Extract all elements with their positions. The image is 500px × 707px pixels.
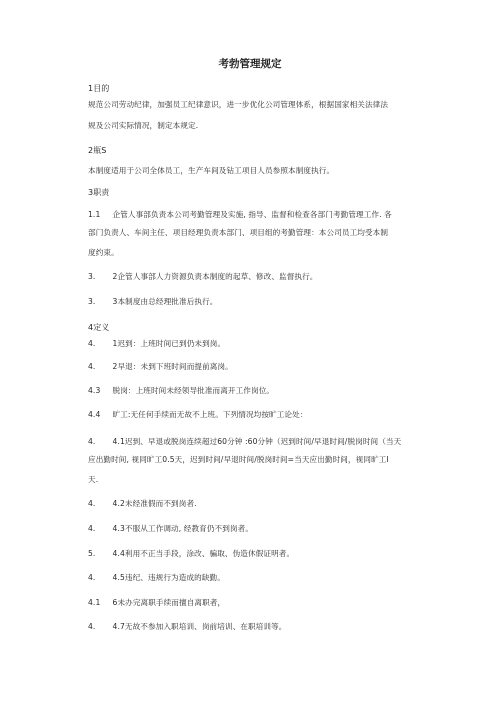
item-number: 4. xyxy=(88,573,96,582)
item-text: 4.3不服从工作调动, 经教育仍不到岗者。 xyxy=(112,524,254,533)
list-item xyxy=(88,210,430,220)
item-text: 4.5违纪、违规行为造成的缺勤。 xyxy=(112,573,225,582)
item-text: 企管人事部负责本公司考勤管理及实施, 指导、监督和检查各部门考勤管理工作. 各 xyxy=(112,210,392,219)
item-number: 5. xyxy=(88,549,96,558)
item-number: 3. xyxy=(88,297,96,306)
item-number: 4. xyxy=(88,362,96,371)
scope-line-1: 本制度适用于公司全体员工，生产车间及钻工项目人员参照本制度执行。 xyxy=(88,166,335,175)
list-item xyxy=(88,549,430,559)
list-item xyxy=(88,437,430,447)
item-number: 4.3 xyxy=(88,386,101,395)
item-text: 旷工:无任何手续而无故不上班。下列情况均按旷工论处： xyxy=(112,410,308,419)
list-item xyxy=(88,362,430,372)
item-continuation: 应出勤时间, 视同旷工0.5天，迟到时间/早退时间/脱岗时间=当天应出勤时间，视同旷工I xyxy=(88,455,389,464)
item-number: 1.1 xyxy=(88,210,101,219)
purpose-line-1: 规范公司劳动纪律，加强员工纪律意识，进一步优化公司管理体系，根据国家相关法律法 xyxy=(88,100,389,109)
item-continuation: 天. xyxy=(88,475,99,484)
section-heading-purpose: 1目的 xyxy=(88,84,110,93)
list-item xyxy=(88,622,430,632)
purpose-line-2: 规及公司实际情况，制定本规定. xyxy=(88,121,199,130)
list-item xyxy=(88,499,430,509)
item-number: 4.4 xyxy=(88,410,101,419)
list-item xyxy=(88,598,430,608)
list-item xyxy=(88,410,430,420)
item-continuation: 部门负责人、车间主任、项目经理负责本部门、项目组的考勤管理：本公司员工均受本制 xyxy=(88,228,389,237)
item-number: 3. xyxy=(88,272,96,281)
list-item xyxy=(88,386,430,396)
list-item xyxy=(88,339,430,349)
item-text: 2早退：未到下班时间而提前离岗。 xyxy=(112,362,233,371)
item-text: 6未办完离职手续而擅自离职者， xyxy=(112,598,226,607)
item-number: 4. xyxy=(88,622,96,631)
item-number: 4. xyxy=(88,524,96,533)
item-text: 1迟到：上班时间已到仍未到岗。 xyxy=(112,339,226,348)
item-number: 4.1 xyxy=(88,598,101,607)
item-text: 脱岗：上班时间未经领导批准而离开工作岗位。 xyxy=(112,386,275,395)
section-heading-responsibilities: 3职责 xyxy=(88,188,110,197)
item-number: 4. xyxy=(88,499,96,508)
item-text: 2企管人事部人力资源负责本制度的起草、修改、监督执行。 xyxy=(112,272,318,281)
list-item xyxy=(88,573,430,583)
item-text: 4.4利用不正当手段，涂改、骗取、伪造休假证明者。 xyxy=(112,549,295,558)
item-text: 4.7无故不参加入职培训、岗前培训、在职培训等。 xyxy=(112,622,287,631)
section-heading-scope: 2瓶S xyxy=(88,146,107,155)
item-number: 4. xyxy=(88,339,96,348)
list-item xyxy=(88,524,430,534)
item-number: 4. xyxy=(88,437,96,446)
list-item xyxy=(88,297,430,307)
item-text: 4.1迟到、早退或脱岗连续超过60分钟 :60分钟（迟到时间/早退时间/脱岗时间（当天 xyxy=(112,437,402,446)
item-text: 3本制度由总经理批准后执行。 xyxy=(112,297,218,306)
item-text: 4.2未经准假而不到岗者. xyxy=(112,499,197,508)
item-continuation: 度约束。 xyxy=(88,248,119,257)
list-item xyxy=(88,272,430,282)
document-title: 考勃管理规定 xyxy=(218,58,282,70)
section-heading-definitions: 4定义 xyxy=(88,323,110,332)
